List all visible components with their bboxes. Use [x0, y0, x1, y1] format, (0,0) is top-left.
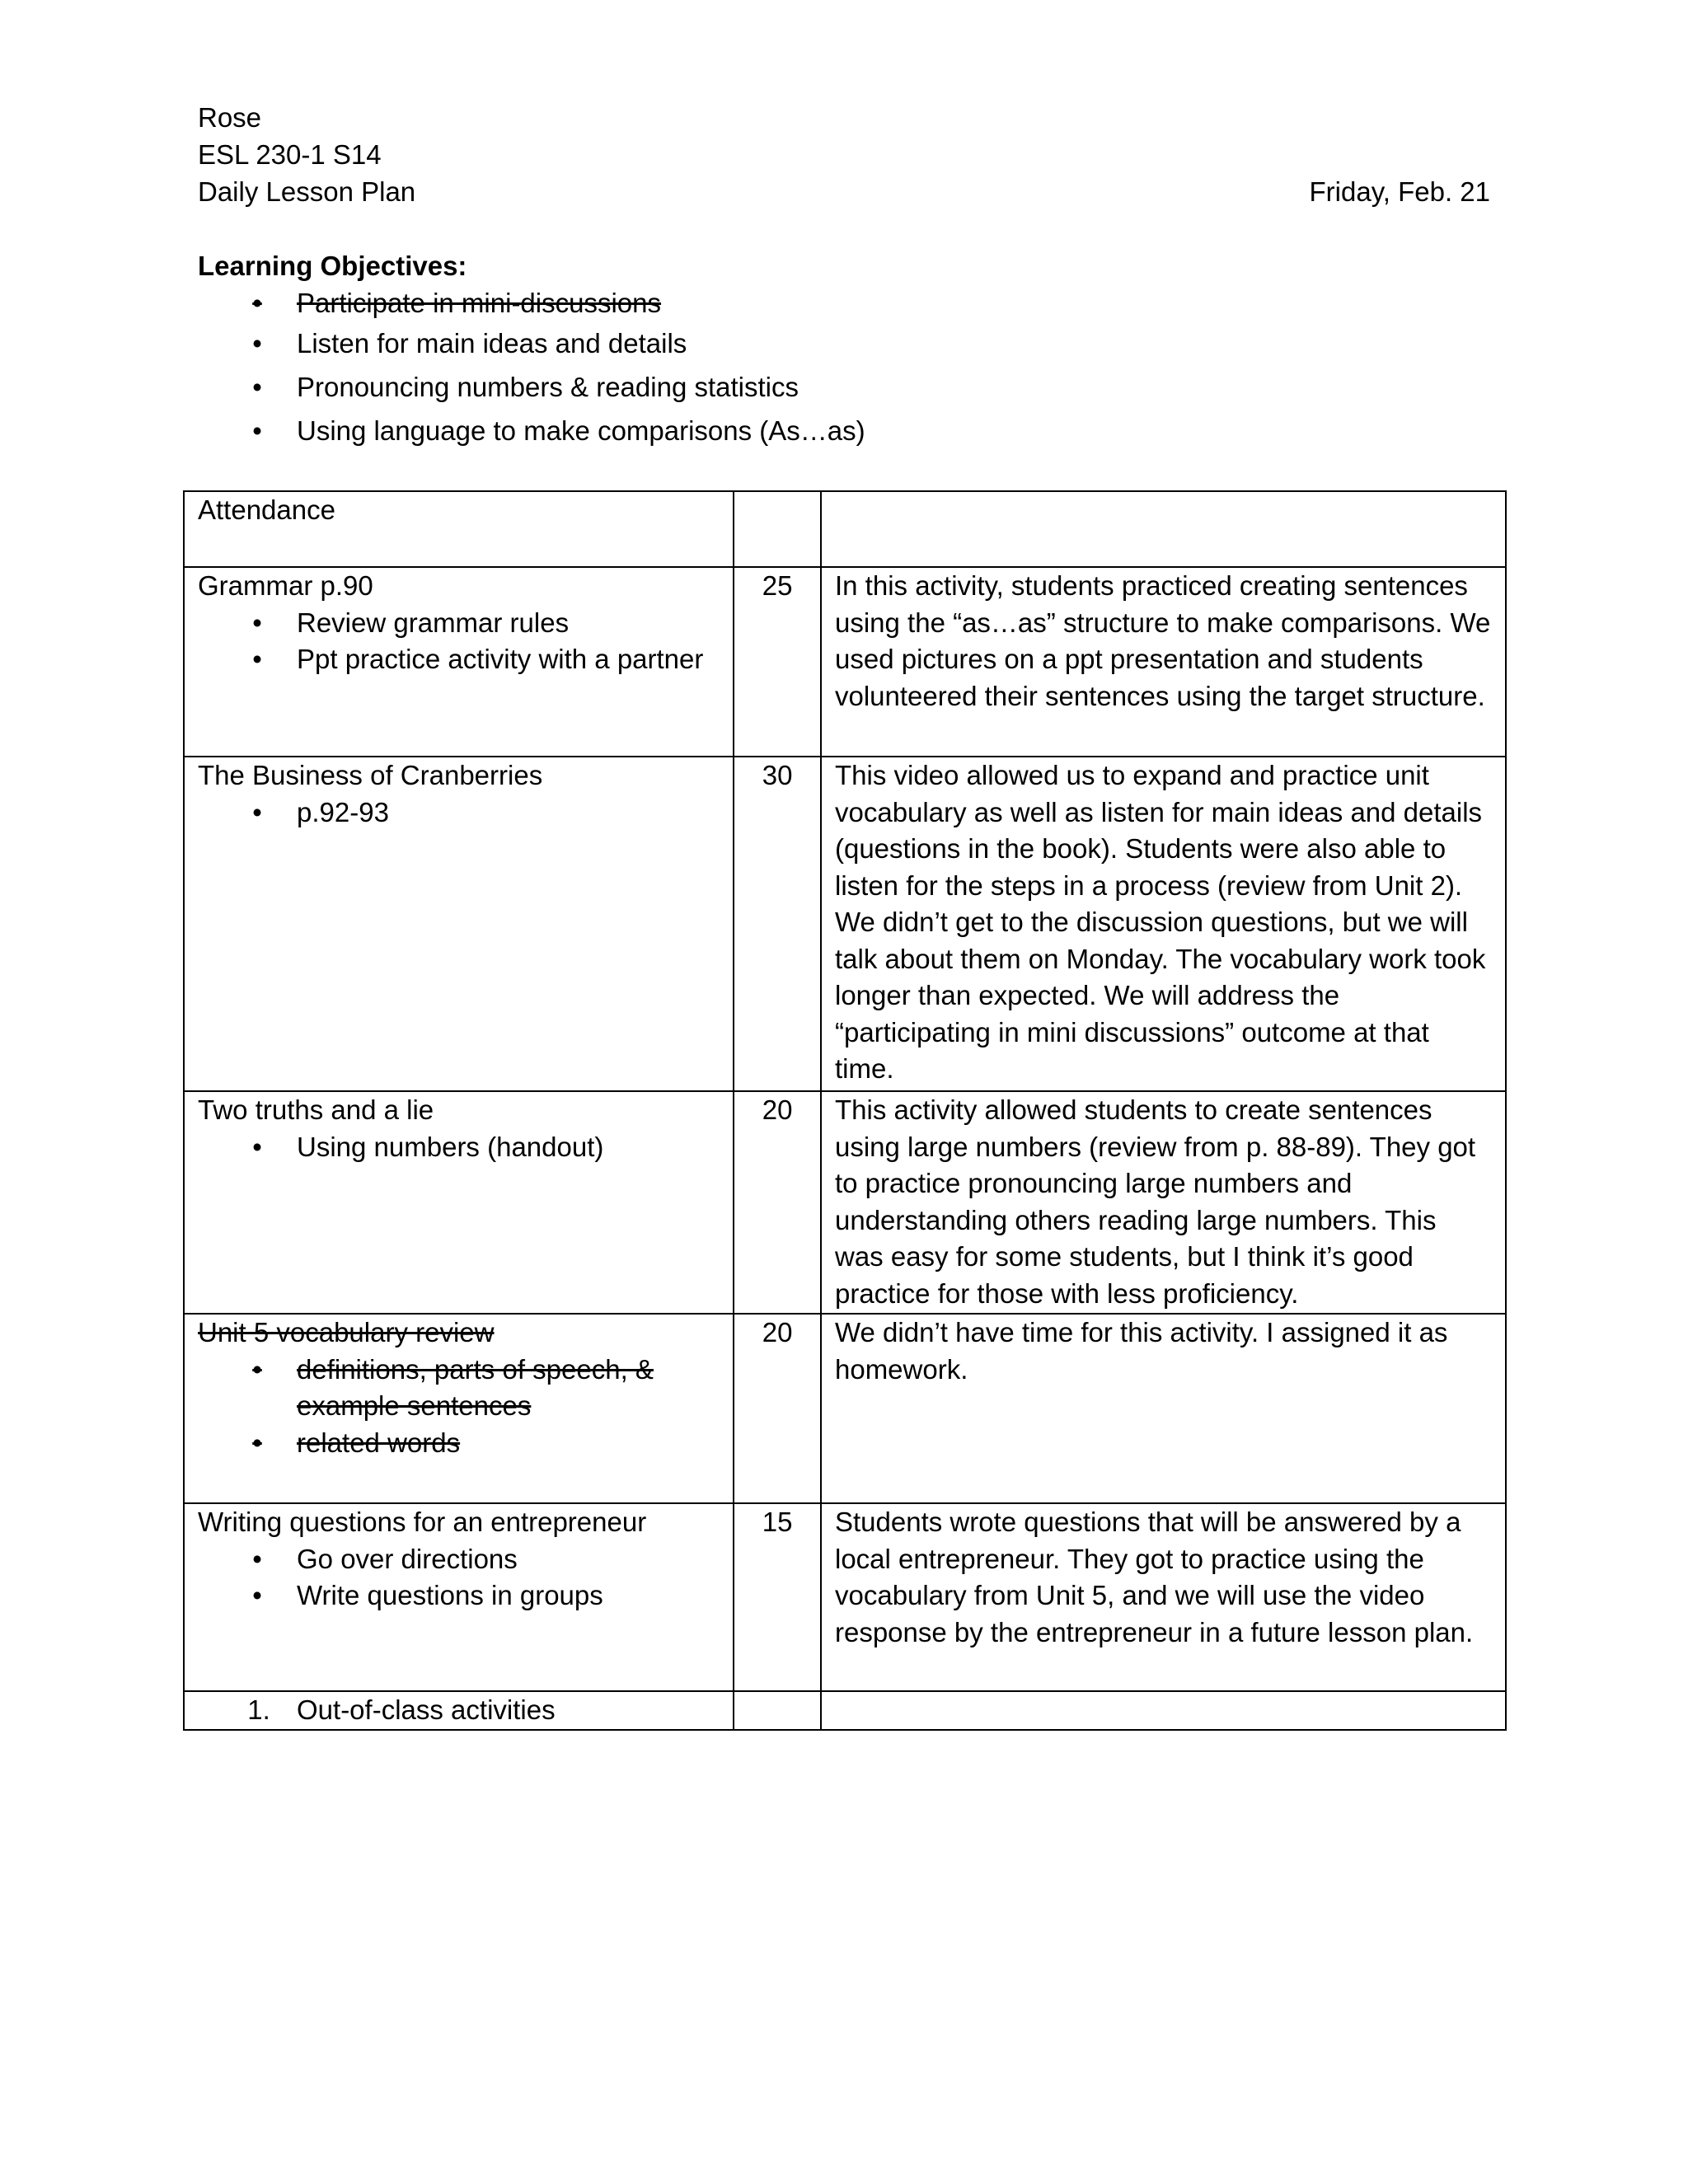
- minutes-cell: [734, 491, 821, 567]
- activity-title: Attendance: [198, 494, 335, 525]
- activity-cell: [184, 757, 734, 1091]
- activity-subitems: [198, 1129, 720, 1166]
- bullet-icon: •: [252, 1131, 262, 1162]
- author-name: Rose: [198, 102, 262, 133]
- notes-cell: This video allowed us to expand and practice unit vocabulary as well as listen for main ideas and details (questions in the book). Students were also able to listen for the steps in a process (review from Unit 2). We didn’t get to the discussion questions, but we will talk about them on Monday. The vocabulary work took longer than expected. We will address the “participating in mini discussions” outcome at that time.: [821, 757, 1506, 1091]
- activity-subitems: [198, 1692, 720, 1729]
- lesson-plan-table: [183, 490, 1507, 1731]
- subitem-text: Ppt practice activity with a partner: [297, 644, 704, 674]
- subitem-text: Using numbers (handout): [297, 1131, 604, 1162]
- activity-subitems: [198, 605, 720, 678]
- bullet-icon: •: [252, 1580, 262, 1610]
- activity-cell: [184, 567, 734, 757]
- list-item: [198, 605, 720, 642]
- table-row: [184, 491, 1506, 567]
- table-row: [184, 1503, 1506, 1691]
- table-row: [184, 1314, 1506, 1503]
- subitem-text: related words: [297, 1427, 461, 1458]
- list-item: [198, 641, 720, 678]
- objective-text: Participate in mini-discussions: [297, 288, 662, 318]
- table-row: [184, 1091, 1506, 1314]
- activity-subitems: [198, 1352, 720, 1462]
- notes-cell: [821, 491, 1506, 567]
- course-code: ESL 230-1 S14: [198, 139, 382, 170]
- notes-cell: Students wrote questions that will be answered by a local entrepreneur. They got to practice using the vocabulary from Unit 5, and we will use the video response by the entrepreneur in a future lesson plan.: [821, 1503, 1506, 1691]
- table-row: [184, 1691, 1506, 1730]
- lesson-date: Friday, Feb. 21: [1309, 176, 1490, 207]
- activity-title: Unit 5 vocabulary review: [198, 1317, 495, 1347]
- notes-cell: This activity allowed students to create sentences using large numbers (review from p. 88-89). They got to practice pronouncing large numbers and understanding others reading large numbers. This was easy for some students, but I think it’s good practice for those with less proficiency.: [821, 1091, 1506, 1314]
- bullet-icon: •: [252, 328, 262, 359]
- bullet-icon: •: [252, 415, 262, 446]
- list-item: [198, 794, 720, 832]
- subitem-text: p.92-93: [297, 796, 389, 827]
- list-item: [198, 1541, 720, 1578]
- minutes-cell: 20: [734, 1091, 821, 1314]
- bullet-icon: •: [252, 1353, 262, 1385]
- list-item: [198, 1692, 720, 1729]
- objective-text: Listen for main ideas and details: [297, 328, 687, 359]
- objective-item: [198, 321, 1490, 365]
- list-item: [198, 1425, 720, 1462]
- minutes-cell: 30: [734, 757, 821, 1091]
- objective-item: [198, 409, 1490, 452]
- list-number: 1.: [247, 1694, 270, 1725]
- list-item: [198, 1129, 720, 1166]
- learning-objectives: [198, 247, 1490, 452]
- minutes-cell: [734, 1691, 821, 1730]
- bullet-icon: •: [252, 644, 262, 674]
- bullet-icon: •: [252, 796, 262, 827]
- objectives-list: [198, 284, 1490, 452]
- table-row: [184, 757, 1506, 1091]
- objective-text: Pronouncing numbers & reading statistics: [297, 372, 799, 402]
- objective-item: [198, 365, 1490, 409]
- list-item: [198, 1352, 720, 1425]
- notes-cell: [821, 1691, 1506, 1730]
- bullet-icon: •: [252, 288, 262, 318]
- bullet-icon: •: [252, 1427, 262, 1458]
- notes-cell: In this activity, students practiced creating sentences using the “as…as” structure to make comparisons. We used pictures on a ppt presentation and students volunteered their sentences using the target structure.: [821, 567, 1506, 757]
- subitem-text: Review grammar rules: [297, 607, 570, 638]
- activity-title: Two truths and a lie: [198, 1094, 434, 1125]
- activity-cell: [184, 1314, 734, 1503]
- minutes-cell: 20: [734, 1314, 821, 1503]
- subitem-text: Go over directions: [297, 1543, 518, 1574]
- activity-subitems: [198, 1541, 720, 1615]
- bullet-icon: •: [252, 372, 262, 402]
- subitem-text: Write questions in groups: [297, 1580, 603, 1610]
- document-title: Daily Lesson Plan: [198, 176, 416, 207]
- activity-cell: [184, 1503, 734, 1691]
- bullet-icon: •: [252, 1543, 262, 1574]
- notes-cell: We didn’t have time for this activity. I assigned it as homework.: [821, 1314, 1506, 1503]
- objectives-heading: Learning Objectives:: [198, 251, 467, 281]
- objective-item: [198, 284, 1490, 321]
- activity-title: The Business of Cranberries: [198, 760, 543, 790]
- document-header: [198, 99, 1490, 210]
- title-row: [198, 173, 1490, 210]
- objective-text: Using language to make comparisons (As…as): [297, 415, 865, 446]
- activity-cell: [184, 1091, 734, 1314]
- minutes-cell: 15: [734, 1503, 821, 1691]
- subitem-text: Out-of-class activities: [297, 1694, 556, 1725]
- activity-title: Grammar p.90: [198, 570, 373, 601]
- activity-subitems: [198, 794, 720, 832]
- minutes-cell: 25: [734, 567, 821, 757]
- subitem-text: definitions, parts of speech, & example sentences: [297, 1353, 654, 1421]
- activity-cell: [184, 1691, 734, 1730]
- table-row: [184, 567, 1506, 757]
- list-item: [198, 1577, 720, 1615]
- activity-title: Writing questions for an entrepreneur: [198, 1507, 647, 1537]
- bullet-icon: •: [252, 607, 262, 638]
- activity-cell: [184, 491, 734, 567]
